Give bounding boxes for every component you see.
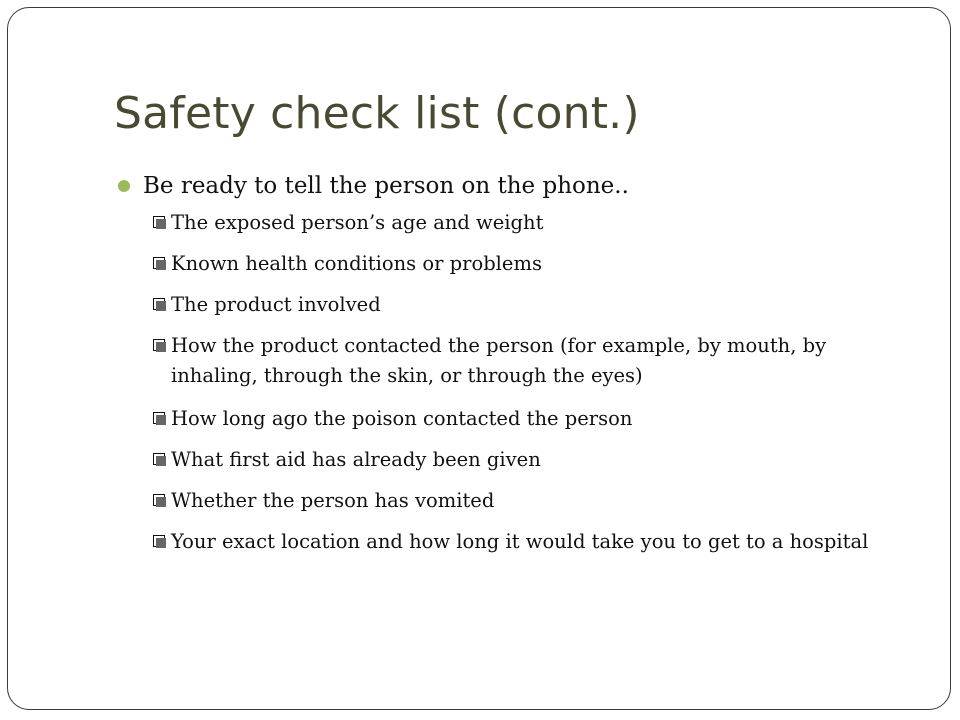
checkbox-bullet-icon: [153, 412, 165, 424]
checkbox-bullet-icon: [153, 494, 165, 506]
main-bullet-text: Be ready to tell the person on the phone..: [143, 173, 629, 199]
bullet-dot-icon: [118, 180, 130, 192]
checklist-item: [114, 249, 901, 279]
checkbox-bullet-icon: [153, 257, 165, 269]
checkbox-bullet-icon: [153, 339, 165, 351]
checklist-item-text: What first aid has already been given: [171, 448, 541, 471]
checklist-item: [114, 208, 901, 238]
checklist-item-text: How long ago the poison contacted the person: [171, 407, 633, 430]
checklist-item: [114, 486, 901, 516]
checklist-item-text: How the product contacted the person (for example, by mouth, by inhaling, through the skin, or through the eyes): [171, 334, 827, 387]
main-bullet: [114, 166, 934, 206]
checkbox-bullet-icon: [153, 216, 165, 228]
checklist-item-text: Whether the person has vomited: [171, 489, 495, 512]
slide-frame: [7, 7, 951, 710]
checklist-item-text: The product involved: [171, 293, 381, 316]
checkbox-bullet-icon: [153, 453, 165, 465]
checklist-item: [114, 527, 901, 557]
checklist-item: [114, 331, 901, 391]
checklist-item-text: The exposed person’s age and weight: [171, 211, 544, 234]
slide-content: [114, 166, 934, 570]
checklist-item-text: Known health conditions or problems: [171, 252, 542, 275]
checkbox-bullet-icon: [153, 298, 165, 310]
checklist-item-text: Your exact location and how long it would take you to get to a hospital: [171, 530, 869, 553]
checklist-item: [114, 290, 901, 320]
checklist: [114, 208, 934, 557]
checkbox-bullet-icon: [153, 535, 165, 547]
slide-title: Safety check list (cont.): [114, 88, 640, 139]
checklist-item: [114, 445, 901, 475]
checklist-item: [114, 404, 901, 434]
